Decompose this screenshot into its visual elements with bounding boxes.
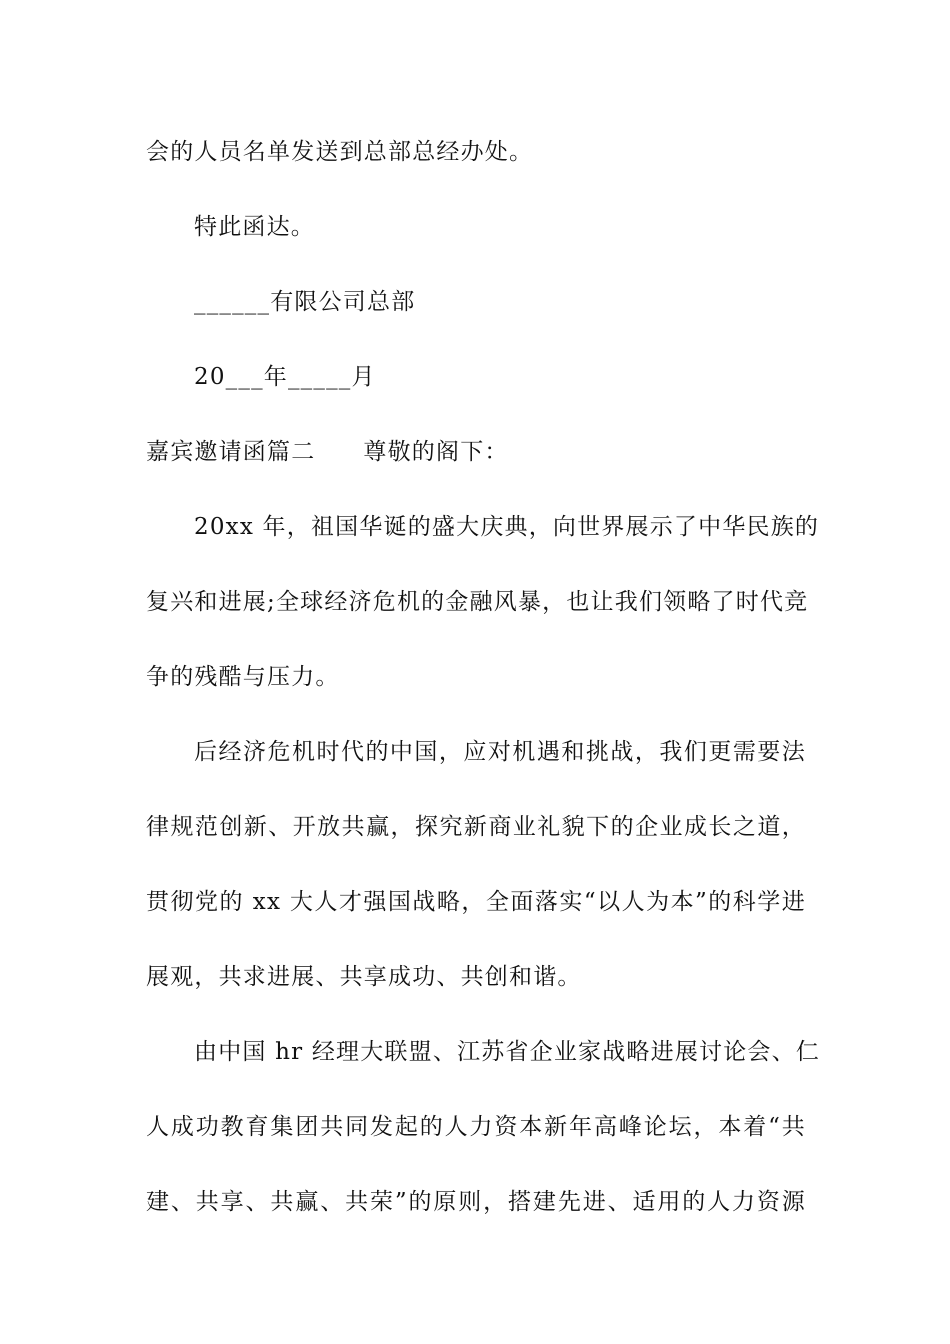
paragraph-line: 贯彻党的 xx 大人才强国战略，全面落实“以人为本”的科学进 (146, 889, 806, 915)
paragraph-line: 争的残酷与压力。 (146, 664, 340, 690)
paragraph-line: 后经济危机时代的中国，应对机遇和挑战，我们更需要法 (194, 739, 806, 765)
paragraph-line: 展观，共求进展、共享成功、共创和谐。 (146, 964, 582, 990)
salutation: 尊敬的阁下： (363, 439, 509, 465)
paragraph-line: 由中国 hr 经理大联盟、江苏省企业家战略进展讨论会、仁 (194, 1039, 821, 1065)
section-heading-line (146, 436, 509, 468)
paragraph-line: 20xx 年，祖国华诞的盛大庆典，向世界展示了中华民族的 (194, 514, 820, 540)
section-title: 嘉宾邀请函篇二 (146, 439, 316, 465)
paragraph-line: 复兴和进展;全球经济危机的金融风暴，也让我们领略了时代竞 (146, 589, 809, 615)
signature-date: 20___年_____月 (194, 364, 376, 390)
paragraph-line: 人成功教育集团共同发起的人力资本新年高峰论坛，本着“共 (146, 1114, 806, 1140)
paragraph-line: 建、共享、共赢、共荣”的原则，搭建先进、适用的人力资源 (146, 1189, 806, 1215)
closing-phrase: 特此函达。 (194, 214, 315, 240)
paragraph-line: 律规范创新、开放共赢，探究新商业礼貌下的企业成长之道， (146, 814, 806, 840)
signature-company: ______有限公司总部 (194, 289, 416, 315)
paragraph-line: 会的人员名单发送到总部总经办处。 (146, 139, 534, 165)
